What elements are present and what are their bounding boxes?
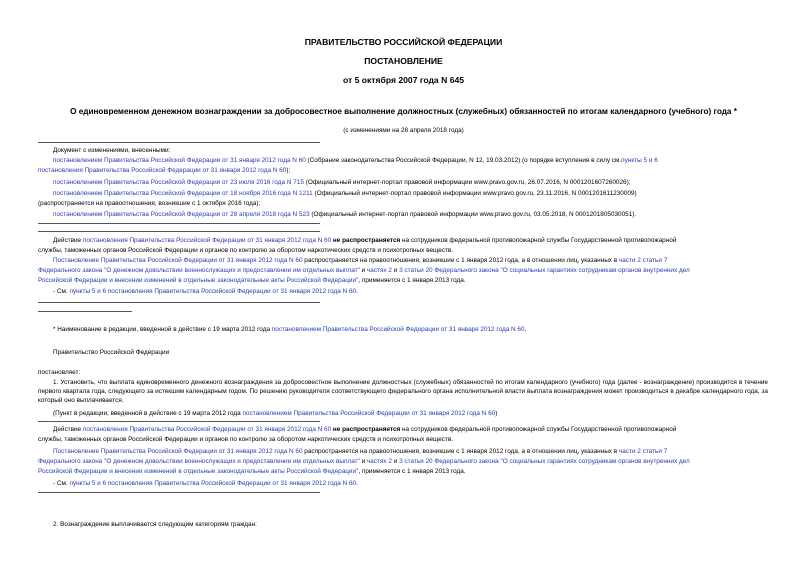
divider bbox=[38, 421, 320, 422]
government-label: Правительство Российской Федерации bbox=[53, 349, 170, 356]
change-item: постановлением Правительства Российской Федерации от 28 апреля 2018 года N 523 (Официальный интернет-портал правовой информации www.pravo.gov.ru, 03.05.2018, N 0001201805030051). bbox=[53, 211, 637, 218]
law-link[interactable]: частях 2 bbox=[366, 267, 392, 274]
change-item-cont: (распространяется на правоотношения, возникшие с 1 октября 2016 года); bbox=[38, 200, 261, 207]
decree-link[interactable]: постановлением Правительства Российской Федерации от 31 января 2012 года N 60 bbox=[242, 410, 496, 417]
note-paragraph: Действие постановления Правительства Российской Федерации от 31 января 2012 года N 60 не распространяется на сотрудников федеральной противопожарной службы Государственной противопожарной bbox=[53, 426, 677, 433]
note-paragraph-cont: Федерального закона "О денежном довольствии военнослужащих и предоставлении им отдельных выплат" и частях 2 и 3 статьи 20 Федерального закона "О социальных гарантиях сотрудникам органов внутренних дел bbox=[38, 267, 690, 274]
law-link[interactable]: 3 статьи 20 Федерального закона "О социальных гарантиях сотрудникам органов внутренних дел bbox=[399, 267, 690, 274]
change-link[interactable]: постановлением Правительства Российской Федерации от 18 ноября 2016 года N 1211 bbox=[53, 190, 313, 197]
note-paragraph-cont: Российской Федерации и внесении изменений в отдельные законодательные акты Российской Федерации", применяется с 1 января 2013 года. bbox=[38, 468, 466, 475]
change-link[interactable]: постановлением Правительства Российской Федерации от 23 июля 2016 года N 715 bbox=[53, 179, 304, 186]
note-see-also: - См. пункты 5 и 6 постановления Правительства Российской Федерации от 31 января 2012 года N 60. bbox=[53, 288, 358, 295]
divider bbox=[38, 492, 320, 493]
decree-link[interactable]: Постановление Правительства Российской Федерации от 31 января 2012 года N 60 bbox=[53, 257, 303, 264]
divider bbox=[38, 223, 320, 224]
decree-link[interactable]: постановления Правительства Российской Федерации от 31 января 2012 года N 60 bbox=[82, 237, 332, 244]
change-item: постановлением Правительства Российской Федерации от 31 января 2012 года N 60 (Собрание законодательства Российской Федерации, N 12, 19.03.2012) (о порядке вступления в силу см.пункты 5 и 6 bbox=[53, 157, 658, 164]
date-number-heading: от 5 октября 2007 года N 645 bbox=[342, 75, 465, 85]
change-link[interactable]: постановлением Правительства Российской Федерации от 31 января 2012 года N 60 bbox=[53, 157, 306, 164]
document-title: О единовременном денежном вознаграждении за добросовестное выполнение должностных (служебных) обязанностей по итогам календарного (учебного) года * bbox=[70, 107, 737, 116]
revision-note: (с изменениями на 28 апреля 2018 года) bbox=[343, 127, 464, 134]
decree-link[interactable]: пункты 5 и 6 постановления Правительства Российской Федерации от 31 января 2012 года N 60 bbox=[69, 480, 357, 487]
law-link[interactable]: частях 2 bbox=[366, 458, 392, 465]
change-item-cont: постановления Правительства Российской Федерации от 31 января 2012 года N 60); bbox=[38, 167, 291, 174]
note-paragraph-cont: Федерального закона "О денежном довольствии военнослужащих и предоставлении им отдельных выплат" и частях 2 и 3 статьи 20 Федерального закона "О социальных гарантиях сотрудникам органов внутренних дел bbox=[38, 458, 690, 465]
decree-link[interactable]: постановления Правительства Российской Федерации от 31 января 2012 года N 60 bbox=[82, 426, 332, 433]
doc-type-heading: ПОСТАНОВЛЕНИЕ bbox=[364, 56, 443, 66]
note-paragraph-cont: Российской Федерации и внесении изменений в отдельные законодательные акты Российской Федерации", применяется с 1 января 2013 года. bbox=[38, 277, 466, 284]
note-paragraph-cont: службы, таможенных органов Российской Федерации и органов по контролю за оборотом наркотических средств и психотропных веществ. bbox=[38, 247, 454, 254]
law-link[interactable]: Российской Федерации и внесении изменений в отдельные законодательные акты Российской Федерации" bbox=[38, 277, 359, 284]
change-link[interactable]: пункты 5 и 6 bbox=[621, 157, 658, 164]
note-paragraph: Постановление Правительства Российской Федерации от 31 января 2012 года N 60 распространяется на правоотношения, возникшие с 1 января 2012 года, а в отношении лиц, указанных в части 2 статьи 7 bbox=[53, 448, 668, 455]
divider bbox=[38, 142, 320, 143]
item-1: 1. Установить, что выплата единовременного денежного вознаграждения за добросовестное выполнение должностных (служебных) обязанностей по итогам календарного (учебного) года (далее - вознаграждение) производится в течение первого квартала года, следующего за истекшим календарным годом. По решению руководителя соответствующего федерального органа исполнительной власти выплата вознаграждения может производиться в декабре календарного года, за который оно выплачивается. bbox=[38, 379, 768, 404]
note-paragraph-cont: службы, таможенных органов Российской Федерации и органов по контролю за оборотом наркотических средств и психотропных веществ. bbox=[38, 436, 454, 443]
decree-link[interactable]: пункты 5 и 6 постановления Правительства Российской Федерации от 31 января 2012 года N 60 bbox=[69, 288, 357, 295]
decree-link[interactable]: Постановление Правительства Российской Федерации от 31 января 2012 года N 60 bbox=[53, 448, 303, 455]
law-link[interactable]: части 2 статьи 7 bbox=[618, 448, 668, 455]
divider bbox=[38, 302, 320, 303]
changes-intro: Документ с изменениями, внесенными: bbox=[53, 147, 171, 154]
note-see-also: - См. пункты 5 и 6 постановления Правительства Российской Федерации от 31 января 2012 года N 60. bbox=[53, 480, 358, 487]
note-paragraph: Действие постановления Правительства Российской Федерации от 31 января 2012 года N 60 не распространяется на сотрудников федеральной противопожарной службы Государственной противопожарной bbox=[53, 237, 677, 244]
law-link[interactable]: Федерального закона "О денежном довольствии военнослужащих и предоставлении им отдельных выплат" bbox=[38, 267, 360, 274]
item-2: 2. Вознаграждение выплачивается следующим категориям граждан: bbox=[53, 521, 257, 528]
law-link[interactable]: 3 статьи 20 Федерального закона "О социальных гарантиях сотрудникам органов внутренних дел bbox=[399, 458, 690, 465]
law-link[interactable]: Российской Федерации и внесении изменений в отдельные законодательные акты Российской Федерации" bbox=[38, 468, 359, 475]
change-item: постановлением Правительства Российской Федерации от 18 ноября 2016 года N 1211 (Официальный интернет-портал правовой информации www.pravo.gov.ru, 23.11.2016, N 0001201611230009) bbox=[53, 190, 637, 197]
law-link[interactable]: части 2 статьи 7 bbox=[618, 257, 668, 264]
decree-link[interactable]: постановлением Правительства Российской Федерации от 31 января 2012 года N 60 bbox=[271, 326, 525, 333]
change-item: постановлением Правительства Российской Федерации от 23 июля 2016 года N 715 (Официальный интернет-портал правовой информации www.pravo.gov.ru, 26.07.2016, N 0001201607260026); bbox=[53, 179, 631, 186]
law-link[interactable]: Федерального закона "О денежном довольствии военнослужащих и предоставлении им отдельных выплат" bbox=[38, 458, 360, 465]
change-link[interactable]: постановлением Правительства Российской Федерации от 28 апреля 2018 года N 523 bbox=[53, 211, 310, 218]
footnote: * Наименование в редакции, введенной в действие с 19 марта 2012 года постановлением Правительства Российской Федерации от 31 января 2012 года N 60. bbox=[53, 326, 527, 333]
footnote-divider bbox=[38, 311, 132, 312]
org-heading: ПРАВИТЕЛЬСТВО РОССИЙСКОЙ ФЕДЕРАЦИИ bbox=[304, 37, 503, 47]
change-link[interactable]: постановления Правительства Российской Федерации от 31 января 2012 года N 60 bbox=[38, 167, 287, 174]
divider bbox=[38, 231, 320, 232]
decree-word: постановляет: bbox=[38, 369, 81, 376]
note-paragraph: Постановление Правительства Российской Федерации от 31 января 2012 года N 60 распространяется на правоотношения, возникшие с 1 января 2012 года, а в отношении лиц, указанных в части 2 статьи 7 bbox=[53, 257, 668, 264]
item-1-note: (Пункт в редакции, введенной в действие с 19 марта 2012 года постановлением Правительства Российской Федерации от 31 января 2012 года N 60) bbox=[53, 410, 498, 417]
